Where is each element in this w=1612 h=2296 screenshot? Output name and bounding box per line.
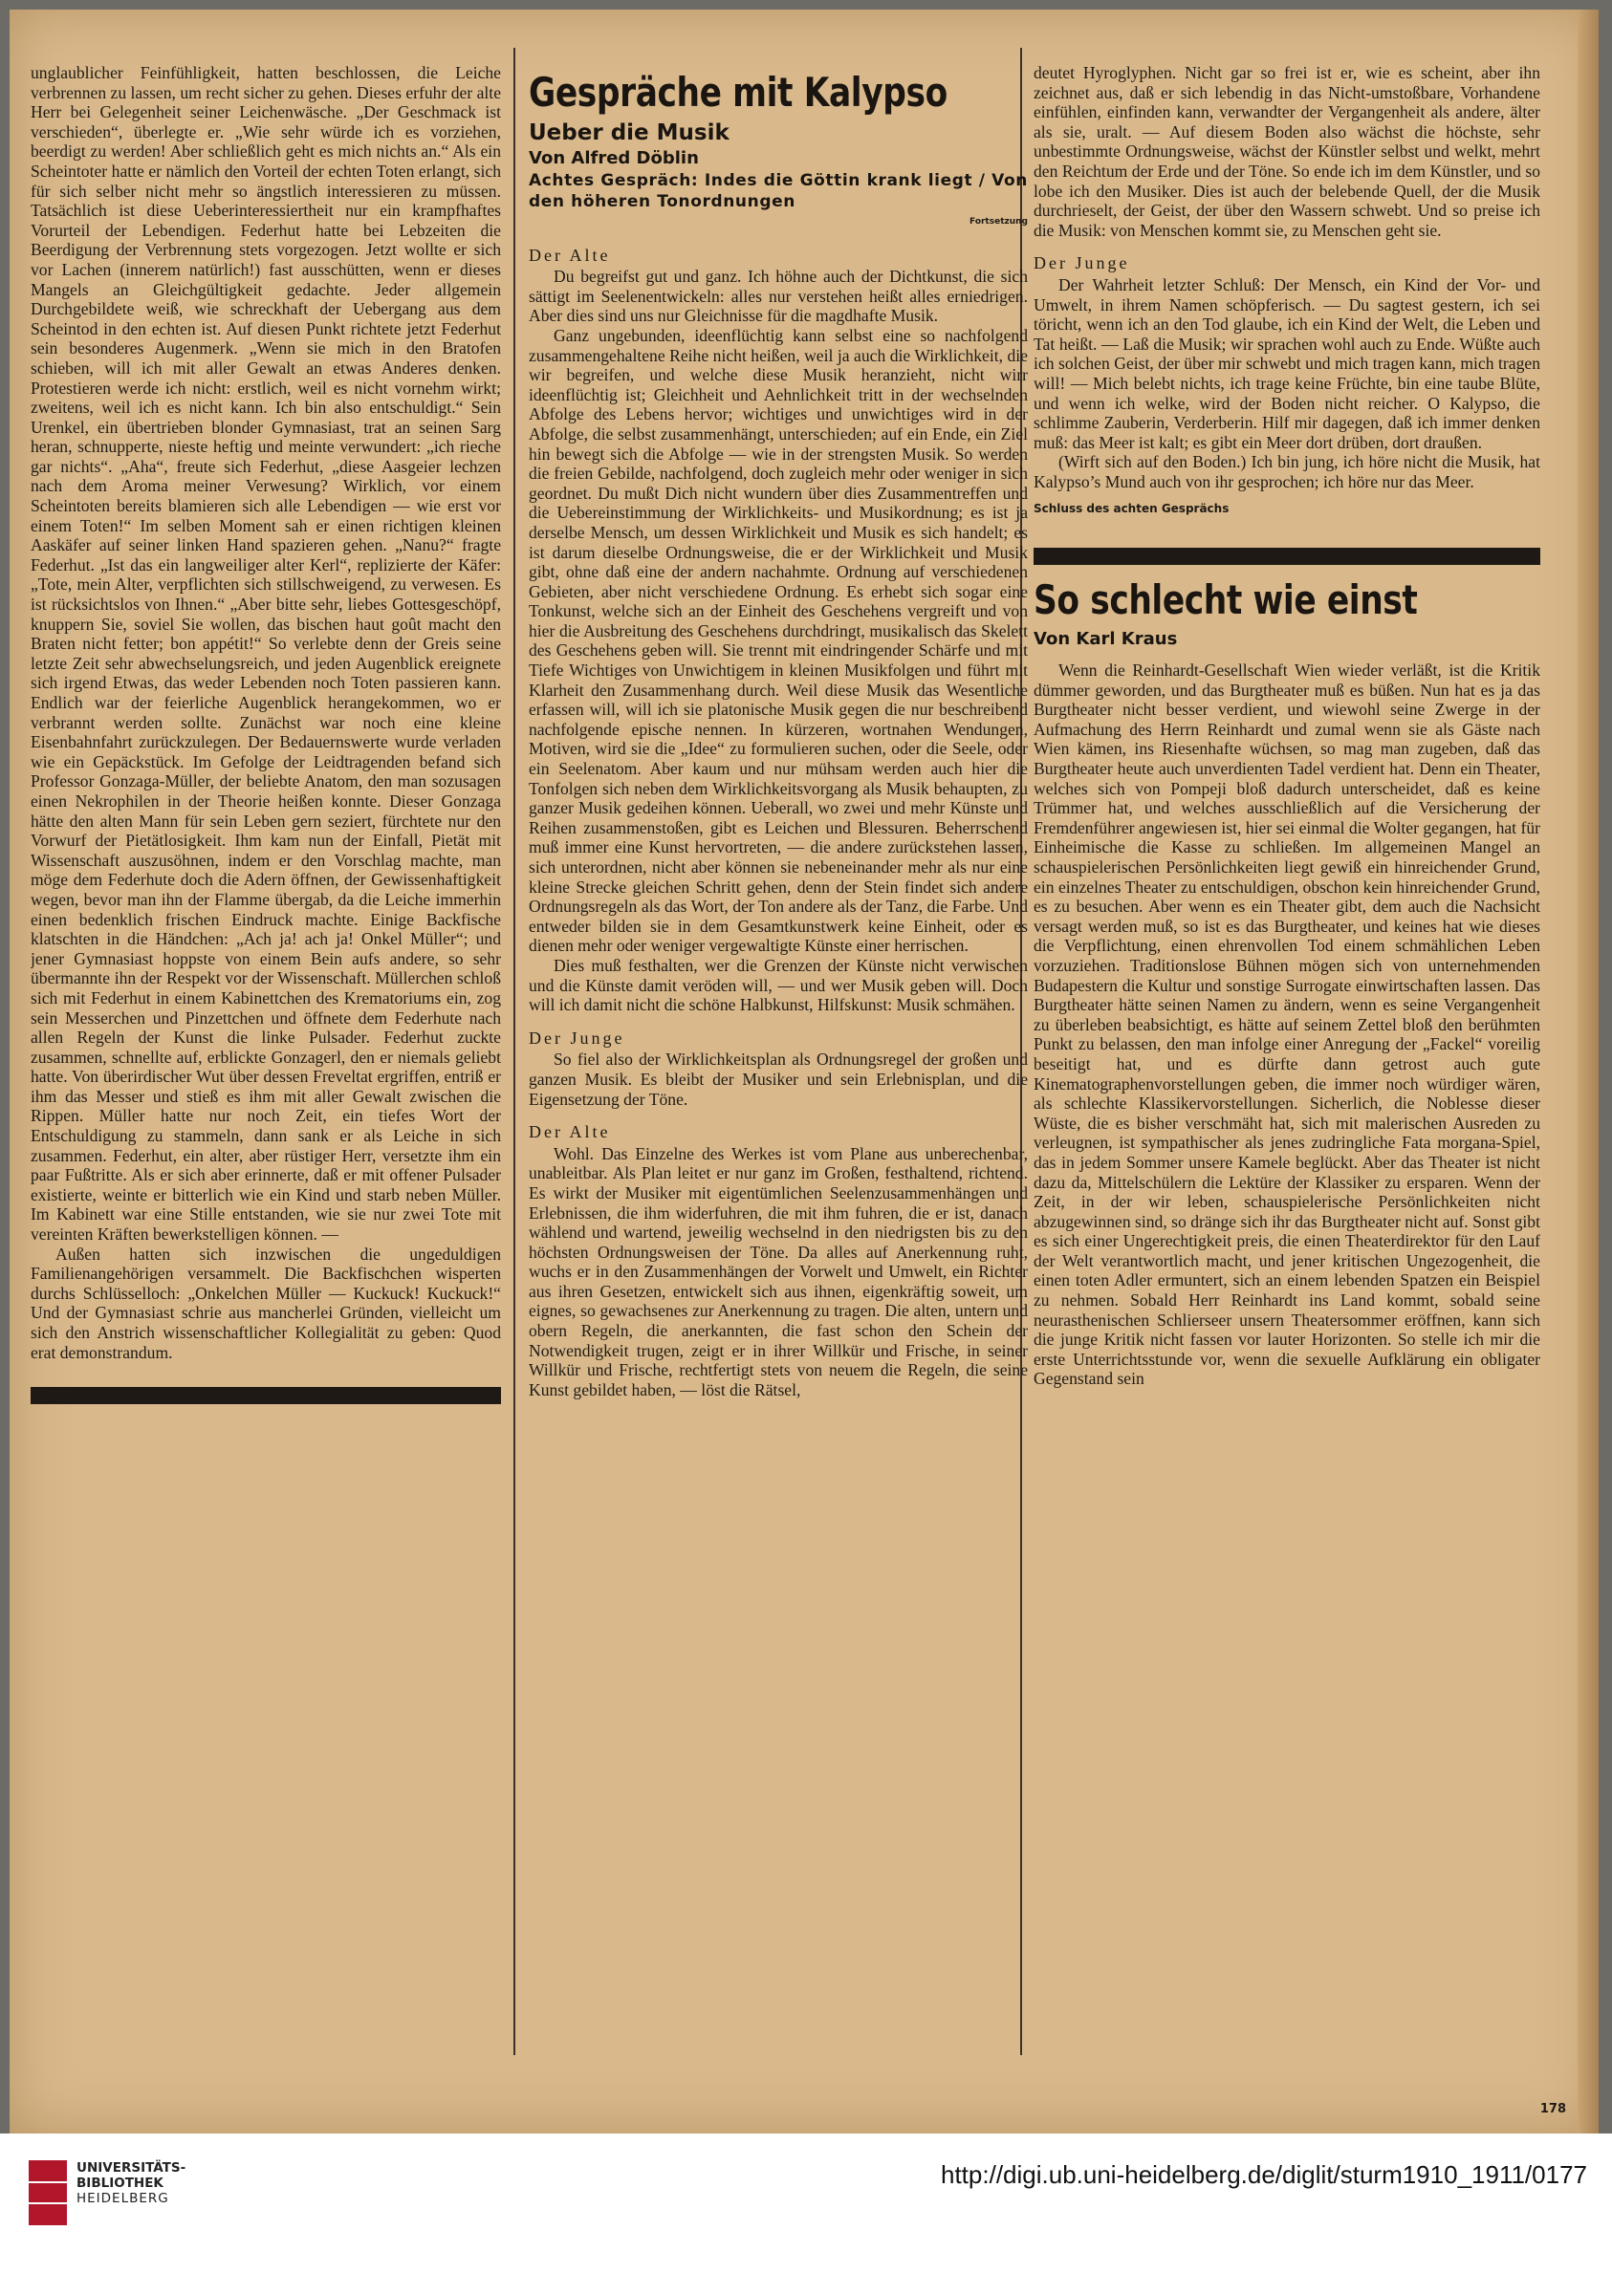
- institution-line-1: UNIVERSITÄTS-: [76, 2160, 186, 2176]
- source-url[interactable]: http://digi.ub.uni-heidelberg.de/diglit/sturm1910_1911/0177: [941, 2160, 1587, 2189]
- dialogue-paragraph: (Wirft sich auf den Boden.) Ich bin jung, ich höre nicht die Musik, hat Kalypso’s Mund auch von ihr gesprochen; ich höre nur das Meer.: [1034, 452, 1540, 491]
- article-author-2: Von Karl Kraus: [1034, 629, 1178, 650]
- footer-bar: [0, 2134, 1612, 2296]
- story-paragraph: unglaublicher Feinfühligkeit, hatten beschlossen, die Leiche verbrennen zu lassen, um recht sicher zu gehen. Dieses erfuhr der alte Herr bei Gelegenheit seiner Leichenwäsche. „Der Geschmack ist verschieden“, überlegte er. „Wie sehr würde ich es vorziehen, beerdigt zu werden! Aber schließlich geht es mich nichts an.“ Als ein Scheintoter hatte er nämlich den Vorteil der echten Toten erlangt, sich für sich selber nicht mehr so ängstlich interessieren zu müssen. Tatsächlich ist diese Ueberinteressiertheit nur ein krampfhaftes Vorurteil der Lebendigen. Federhut hatte bei Lebzeiten die Beerdigung der Verbrennung stets vorgezogen. Jetzt wollte er sich vor Lachen (innerem natürlich!) fast ausschütten, wenn er dieses Mangels an Gleichgültigkeit gedachte. Jeder allgemein Durchgebildete weiß, wie schreckhaft der Uebergang aus dem Scheintod in den echten ist. Auf diesen Punkt richtete jetzt Federhut sein besonderes Augenmerk. „Wenn sie mich in den Bratofen schieben, will ich mit aller Gewalt an etwas Anderes denken. Protestieren werde ich nicht: erstlich, weil es nicht vornehm wirkt; zweitens, weil ich es nicht kann. Ich bin also entschuldigt.“ Sein Urenkel, ein übertrieben blonder Gymnasiast, trat an seinen Sarg heran, schnupperte, nieste heftig und meinte verwundert: „ich rieche gar nichts“. „Aha“, freute sich Federhut, „diese Aasgeier lechzen nach dem Aroma meiner Verwesung? Wirklich, vor einem Scheintoten bereits blamieren sich alle Lebendigen — wie erst vor einem Toten!“ Im selben Moment sah er einen richtigen kleinen Aaskäfer auf seiner linken Hand spazieren gehen. „Nanu?“ fragte Federhut. „Ist das ein langweiliger alter Kerl“, replizierte der Käfer: „Tote, mein Alter, verpflichten sich stillschweigend, zu verwesen. Es ist rücksichtslos von Ihnen.“ „Aber bitte sehr, liebes Gottesgeschöpf, knuppern Sie, soviel Sie wollen, das bischen haut goût macht den Braten nicht fetter; bon appétit!“ So verlebte denn der Greis seine letzte Zeit sehr abwechselungsreich, und jeden Augenblick ereignete sich irgend Etwas, das weder Lebenden noch Toten passieren kann. Endlich war der feierliche Augenblick herangekommen, wo er verbrannt werden sollte. Zunächst war noch eine kleine Eisenbahnfahrt zurückzulegen. Der Bedauernswerte wurde verladen wie ein Gepäckstück. Im Gefolge der Leidtragenden befand sich Professor Gonzaga-Müller, der beliebte Anatom, den man sozusagen einen Nekrophilen in der Theorie heißen konnte. Dieser Gonzaga hätte den alten Mann für sein Leben gern seziert, fürchtete nur den Vorwurf der Pietätlosigkeit. Ihm kam nun der Einfall, Pietät mit Wissenschaft auszusöhnen, indem er den Vorschlag machte, man möge dem Federhute doch die Adern öffnen, der Gewissenhaftigkeit wegen, bevor man ihn der Flamme übergab, da die Leiche immerhin einen bedenklich frischen Eindruck machte. Einige Backfische klatschten in die Händchen: „Ach ja! ach ja! Onkel Müller“; und jener Gymnasiast hoppste von einem Bein aufs andere, so sehr übermannte ihn der Respekt vor der Wissenschaft. Müllerchen schloß sich mit Federhut in einem Kabinettchen des Krematoriums ein, zog sein Messerchen und Pinzettchen und öffnete dem Federhute nach allen Regeln der Kunst die linke Pulsader. Federhut zuckte zusammen, schnellte auf, erblickte Gonzagerl, den er niemals geliebt hatte. Von überirdischer Wut über dessen Freveltat ergriffen, entriß er ihm das Messer und stieß es ihm mit aller Gewalt zwischen die Rippen. Müller hatte nur noch Zeit, ein tiefes Wort der Entschuldigung zu stammeln, dann sank er als Leiche in sich zusammen. Federhut, ein alter, aber rüstiger Herr, versetzte ihm ein paar Fußtritte. Als er sich aber erinnerte, daß er mit offener Pulsader existierte, weinte er bitterlich wie ein Kind und starb neben Müller. Im Kabinett war eine Stille entstanden, wie sie nur zwei Tote mit vereinten Kräften bewerkstelligen können. —: [31, 63, 501, 1245]
- dialogue-paragraph: Du begreifst gut und ganz. Ich höhne auch der Dichtkunst, die sich sättigt im Seelenentwickeln: alles nur verstehen heißt alles erniedrigen. Aber dies sind uns nur Gleichnisse für die magdhafte Musik.: [529, 267, 1028, 326]
- article-title-2: So schlecht wie einst: [1034, 576, 1418, 624]
- continued-note: Fortsetzung: [969, 217, 1028, 227]
- column-3: [1034, 63, 1540, 2109]
- speaker-label: Der Alte: [529, 1122, 611, 1142]
- page-number: 178: [1539, 2102, 1566, 2116]
- dialogue-body: [529, 246, 1028, 1400]
- section-divider-bar: [1034, 548, 1540, 565]
- article-author: Von Alfred Döblin: [529, 148, 699, 168]
- university-library-logo: [29, 2160, 67, 2225]
- speaker-label: Der Junge: [1034, 253, 1130, 273]
- article-subtitle: Ueber die Musik: [529, 120, 730, 145]
- article-paragraph: Wenn die Reinhardt-Gesellschaft Wien wieder verläßt, ist die Kritik dümmer geworden, und das Burgtheater muß es büßen. Nun hat es ja das Burgtheater nicht besser verdient, und wiewohl seine Zwerge in der Aufmachung des Herrn Reinhardt und zumal wenn sie als Gäste nach Wien kämen, ins Riesenhafte wüchsen, so mag man zugeben, daß das Burgtheater heute auch unverdienten Tadel verdient hat. Denn ein Theater, welches sich von Pompeji bloß dadurch unterscheidet, daß es keine Trümmer hat, und welches ausschließlich auf die Versicherung der Fremdenführer angewiesen ist, hier sei einmal die Wolter gegangen, hat für Einheimische die Kasse zu schließen. Im allgemeinen Mangel an schauspielerischen Persönlichkeiten liegt gewiß ein hinreichender Grund, ein einzelnes Theater zu entschuldigen, obschon kein hinreichender Grund, es zu besuchen. Aber wenn es ein Theater gibt, dem auch die Nachsicht versagt werden muß, so ist es das Burgtheater, und keines hat wie dieses die Verpflichtung, einen ehrenvollen Tod einem schmählichen Leben vorzuziehen. Traditionslose Bühnen mögen sich von unternehmenden Budapestern die Kultur und sonstige Surrogate einwirtschaften lassen. Das Burgtheater hätte seinen Namen zu ändern, wenn es seine Vergangenheit zu überleben beabsichtigt, es hätte auf seinem Zettel bloß den berühmten Punkt zu belassen, den man infolge einer Anregung der „Fackel“ voreilig beseitigt hat, und es dürfte dann getrost auch gute Kinematographenvorstellungen geben, die immer noch würdiger wären, als schlechte Klassikervorstellungen. Sicherlich, die Noblesse dieser Wüste, die es bisher verschmäht hat, sich mit malerischen Ausreden zu verleugnen, ist sympathischer als jenes zudringliche Fata morgana-Spiel, das in jedem Sommer unsere Kamele beglückt. Aber das Theater ist nicht dazu da, Mittelschülern die Lektüre der Klassiker zu ersparen. Wenn der Zeit, in der wir leben, schauspielerische Persönlichkeiten nicht abzugewinnen sind, so dränge sich ihr das Burgtheater nicht auf. Sonst gibt es sich einer Ungerechtigkeit preis, die einen Theaterdirektor für den Lauf der Welt verantwortlich macht, und jener kritischen Ungezogenheit, die einen toten Adler ermuntert, sich an einem lebenden Spatzen ein Beispiel zu nehmen. Sobald Herr Reinhardt ins Land kommt, sobald seine neurasthenischen Schlierseer unsern Theatersommer eröffnen, kann sich die junge Kritik nicht fassen vor lauter Horizonten. So stelle ich mir die erste Unterrichtsstunde vor, wenn die sexuelle Aufklärung ein obligater Gegenstand sein: [1034, 661, 1540, 1389]
- end-note: Schluss des achten Gesprächs: [1034, 502, 1230, 516]
- institution-line-3: HEIDELBERG: [76, 2191, 169, 2206]
- dialogue-paragraph: deutet Hyroglyphen. Nicht gar so frei ist er, wie es scheint, aber ihn zeichnet aus, daß er sich lebendig in das Nicht-umstoßbare, Vorhandene einfühlen, einfinden kann, verwandter der Vergangenheit als andere, älter als sie, uralt. — Auf diesem Boden also wächst die höchste, sehr unbestimmte Ordnungsweise, wächst der Künstler selbst und welkt, mehrt den Reichtum der Erde und der Töne. So ende ich im dem Künstler, und so lobe ich den Musiker. Dies ist auch der belebende Quell, der die Musik durchrieselt, der Geist, der über den Wassern schwebt. Und so preise ich die Musik: von Menschen kommt sie, zu Menschen geht sie.: [1034, 63, 1540, 240]
- newspaper-page: [10, 10, 1599, 2134]
- story-paragraph: Außen hatten sich inzwischen die ungeduldigen Familienangehörigen versammelt. Die Backfischchen wisperten durchs Schlüsselloch: „Onkelchen Müller — Kuckuck! Kuckuck!“ Und der Gymnasiast schrie aus mancherlei Gründen, vielleicht um sich den Anstrich wissenschaftlicher Kollegialität zu geben: Quod erat demonstrandum.: [31, 1244, 501, 1362]
- column-1: [31, 63, 501, 1965]
- dialogue-paragraph: Wohl. Das Einzelne des Werkes ist vom Plane aus unberechenbar, unableitbar. Als Plan leitet er nur ganz im Großen, festhaltend, richtend. Es wirkt der Musiker mit eigentümlichen Seelenzusammenhängen und Erlebnissen, die ihm widerfuhren, die mit ihm fuhren, die er ist, danach wählend und wartend, jeweilig wechselnd in den niedrigsten bis zu den höchsten Ordnungsweisen der Töne. Da alles auf Anerkennung ruht, wuchs er in den Zusammenhängen der Vorwelt und Umwelt, ein Richter aus ihren Gesetzen, entwickelt sich aus ihnen, eigenkräftig soweit, um eignes, so gewachsenes zur Anerkennung zu tragen. Die alten, untern und obern Regeln, die anerkannten, die fast schon den Schein der Notwendigkeit trugen, zeigt er in ihrer Willkür und Frische, in seiner Willkür und Frische, rechtfertigt stets von neuem die Regeln, die seine Kunst gebildet haben, — löst die Rätsel,: [529, 1143, 1028, 1399]
- dialogue-paragraph: Ganz ungebunden, ideenflüchtig kann selbst eine so nachfolgend zusammengehaltene Reihe nicht heißen, weil ja auch die Wirklichkeit, die wir begreifen, und welche diese Musik heranzieht, nicht wirr ideenflüchtig ist; Gleichheit und Aehnlichkeit tritt in der wechselnden Abfolge des Lebens hervor; wichtiges und unwichtiges wird in der Abfolge, die selbst zusammenhängt, unterschieden; auf ein Ende, ein Ziel hin bewegt sich die Abfolge — wie in der strengsten Musik. So werden die freien Gebilde, nachfolgend, doch zugleich mehr oder weniger in sich geordnet. Du mußt Dich nicht wundern über dies Zusammentreffen und die Uebereinstimmung der Wirklichkeits- und Musikordnung; es ist ja derselbe Mensch, um dessen Wirklichkeit und Musik es sich handelt; es ist darum dieselbe Ordnungsweise, die er der Wirklichkeit und Musik gibt, ohne daß eine der andern nachahmte. Ordnung auf verschiedenen Gebieten, aber nicht verschiedene Ordnung. Es erhebt sich sogar eine Tonkunst, welche sich an der Einheit des Geschehens vergreift und von hier die Ausbreitung des Geschehens durchdringt, musikalisch das Skelett des Geschehens geben will. Sie trennt mit eindringender Schärfe und mit Tiefe Wichtiges von Unwichtigem in kleinen Musikfolgen und führt mit Klarheit den Zusammenhang durch. Weil diese Musik das Wesentliche erfassen will, will ich sie platonische Musik gegen die nur beschreibend nachfolgende epische nennen. In kürzeren, wortnahen Wendungen, Motiven, wird sie die „Idee“ zu formulieren suchen, oder die Seele, oder ein Seelenatom. Aber kaum und nur mühsam werden auch hier die Tonfolgen sich neben dem Wirklichkeitsvorgang als Musik behaupten, zu ganzer Musik gedeihen können. Ueberall, wo zwei und mehr Künste und Reihen zusammenstoßen, gibt es Leichen und Blessuren. Beherrschend muß immer eine Kunst hervortreten, — die andere zurückstehen lassen, sich unterordnen, nicht aber können sie nebeneinander mehr als nur eine kleine Strecke gleichen Schritt gehen, denn der Stein findet sich andere Ordnungsregeln als das Wort, der Ton andere als der Tanz, die Farbe. Und entweder bilden sie in dem Gesamtkunstwerk keine Einheit, oder es dienen mehr oder weniger vergewaltigte Künste einer herrischen.: [529, 325, 1028, 956]
- column-rule-1: [513, 48, 515, 2055]
- column-2: [529, 63, 1028, 2109]
- dialogue-paragraph: So fiel also der Wirklichkeitsplan als Ordnungsregel der großen und ganzen Musik. Es bleibt der Musiker und sein Erlebnisplan, und die Eigensetzung der Töne.: [529, 1050, 1028, 1109]
- speaker-label: Der Alte: [529, 245, 611, 265]
- dialogue-paragraph: Der Wahrheit letzter Schluß: Der Mensch, ein Kind der Vor- und Umwelt, in ihrem Namen schöpferisch. — Du sagtest gestern, ich sei töricht, wenn ich an den Tod glaube, ich ein Kind der Welt, die Leben und Tat heißt. — Laß die Musik; wir sprachen wohl auch zu Ende. Wüßte auch ich solchen Geist, der über mir schwebt und mich tragen kann, mich tragen will! — Mich belebt nichts, ich trage keine Früchte, bin eine taube Blüte, und wenn ich welke, wird der Boden nicht reicher. O Kalypso, die schlimme Zauberin, Verderberin. Hilf mir dagegen, daß ich immer denken muß: das Meer ist kalt; es gibt ein Meer dort drüben, dort draußen.: [1034, 274, 1540, 452]
- section-divider-bar: [31, 1387, 501, 1404]
- speaker-label: Der Junge: [529, 1028, 625, 1048]
- dialogue-body-continued: [1034, 63, 1540, 491]
- page-edge: [1578, 10, 1599, 2134]
- dialogue-paragraph: Dies muß festhalten, wer die Grenzen der Künste nicht verwischen und die Künste damit veröden will, — und wer Musik geben will. Doch will ich damit nicht die schöne Halbkunst, Hilfskunst: Musik schmähen.: [529, 955, 1028, 1015]
- institution-name: [76, 2160, 185, 2206]
- institution-line-2: BIBLIOTHEK: [76, 2176, 163, 2191]
- article-title: Gespräche mit Kalypso: [529, 69, 948, 116]
- episode-heading: Achtes Gespräch: Indes die Göttin krank liegt / Von den höheren Tonordnungen: [529, 171, 1028, 211]
